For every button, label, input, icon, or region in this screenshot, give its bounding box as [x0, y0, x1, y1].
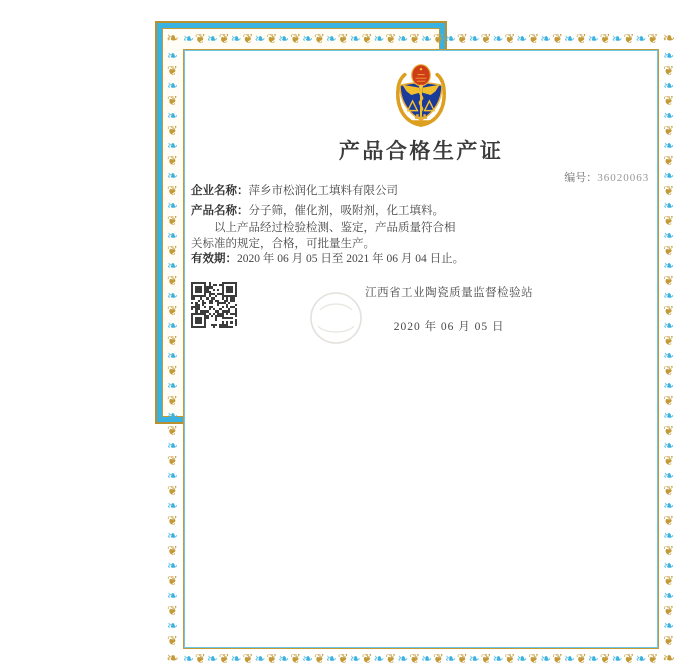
field-label: 产品名称： — [191, 205, 249, 217]
field-value: 萍乡市松润化工填料有限公司 — [248, 185, 398, 197]
statement-line-1: 以上产品经过检验检测、鉴定，产品质量符合相 — [214, 222, 456, 234]
certificate — [155, 21, 678, 667]
serial-line — [564, 169, 649, 185]
border-ornament-band — [163, 29, 678, 667]
certificate-body — [185, 51, 657, 647]
serial-label: 编号： — [564, 172, 598, 184]
validity-line — [191, 253, 653, 266]
border-ornament-right: ❧ ❦ ❧ ❦ ❧ ❦ ❧ ❦ ❧ ❦ ❧ ❦ ❧ ❦ ❧ ❦ ❧ ❦ ❧ ❦ ❧ ❦ ❧ ❦ ❧ ❦ ❧ ❦ ❧ ❦ ❧ ❦ ❧ ❦ ❧ ❦ ❧ ❦ ❧ ❦ — [662, 49, 678, 649]
validity-label: 有效期： — [191, 253, 237, 265]
field-value: 分子筛，催化剂，吸附剂，化工填料。 — [248, 205, 444, 217]
border-corner-ornament: ❧ — [662, 31, 677, 47]
border-corner-ornament: ❧ — [166, 651, 180, 667]
border-cyan-band — [157, 23, 678, 667]
border-gold-line — [162, 28, 678, 667]
field-label: 企业名称： — [191, 185, 249, 197]
statement-line-2: 关标准的规定，合格，可批量生产。 — [191, 238, 375, 250]
qr-code — [191, 282, 237, 328]
issue-date: 2020 年 06 月 05 日 — [393, 321, 505, 333]
serial-number: 36020063 — [597, 172, 650, 184]
border-corner-ornament: ❧ — [662, 651, 677, 667]
border-ornament-bottom: ❧ ❦ ❧ ❦ ❧ ❦ ❧ ❦ ❧ ❦ ❧ ❦ ❧ ❦ ❧ ❦ ❧ ❦ ❧ ❦ ❧ ❦ ❧ ❦ ❧ ❦ ❧ ❦ ❧ ❦ ❧ ❦ ❧ ❦ ❧ ❦ ❧ ❦ ❧ ❦ — [183, 651, 660, 666]
field-row-products — [191, 205, 653, 218]
inner-frame — [183, 49, 659, 649]
certificate-title: 产品合格生产证 — [338, 139, 504, 163]
quality-emblem-icon — [185, 61, 657, 129]
issue-block — [191, 282, 653, 334]
issuer-name: 江西省工业陶瓷质量监督检验站 — [365, 287, 534, 299]
border-corner-ornament: ❧ — [166, 31, 180, 47]
border-ornament-top: ❧ ❦ ❧ ❦ ❧ ❦ ❧ ❦ ❧ ❦ ❧ ❦ ❧ ❦ ❧ ❦ ❧ ❦ ❧ ❦ ❧ ❦ ❧ ❦ ❧ ❦ ❧ ❦ ❧ ❦ ❧ ❦ ❧ ❦ ❧ ❦ ❧ ❦ ❧ ❦ — [183, 31, 660, 46]
border-ornament-left: ❧ ❦ ❧ ❦ ❧ ❦ ❧ ❦ ❧ ❦ ❧ ❦ ❧ ❦ ❧ ❦ ❧ ❦ ❧ ❦ ❧ ❦ ❧ ❦ ❧ ❦ ❧ ❦ ❧ ❦ ❧ ❦ ❧ ❦ ❧ ❦ ❧ ❦ ❧ ❦ — [166, 49, 181, 649]
validity-value: 2020 年 06 月 05 日至 2021 年 06 月 04 日止。 — [237, 253, 465, 265]
field-row-company — [191, 185, 653, 198]
